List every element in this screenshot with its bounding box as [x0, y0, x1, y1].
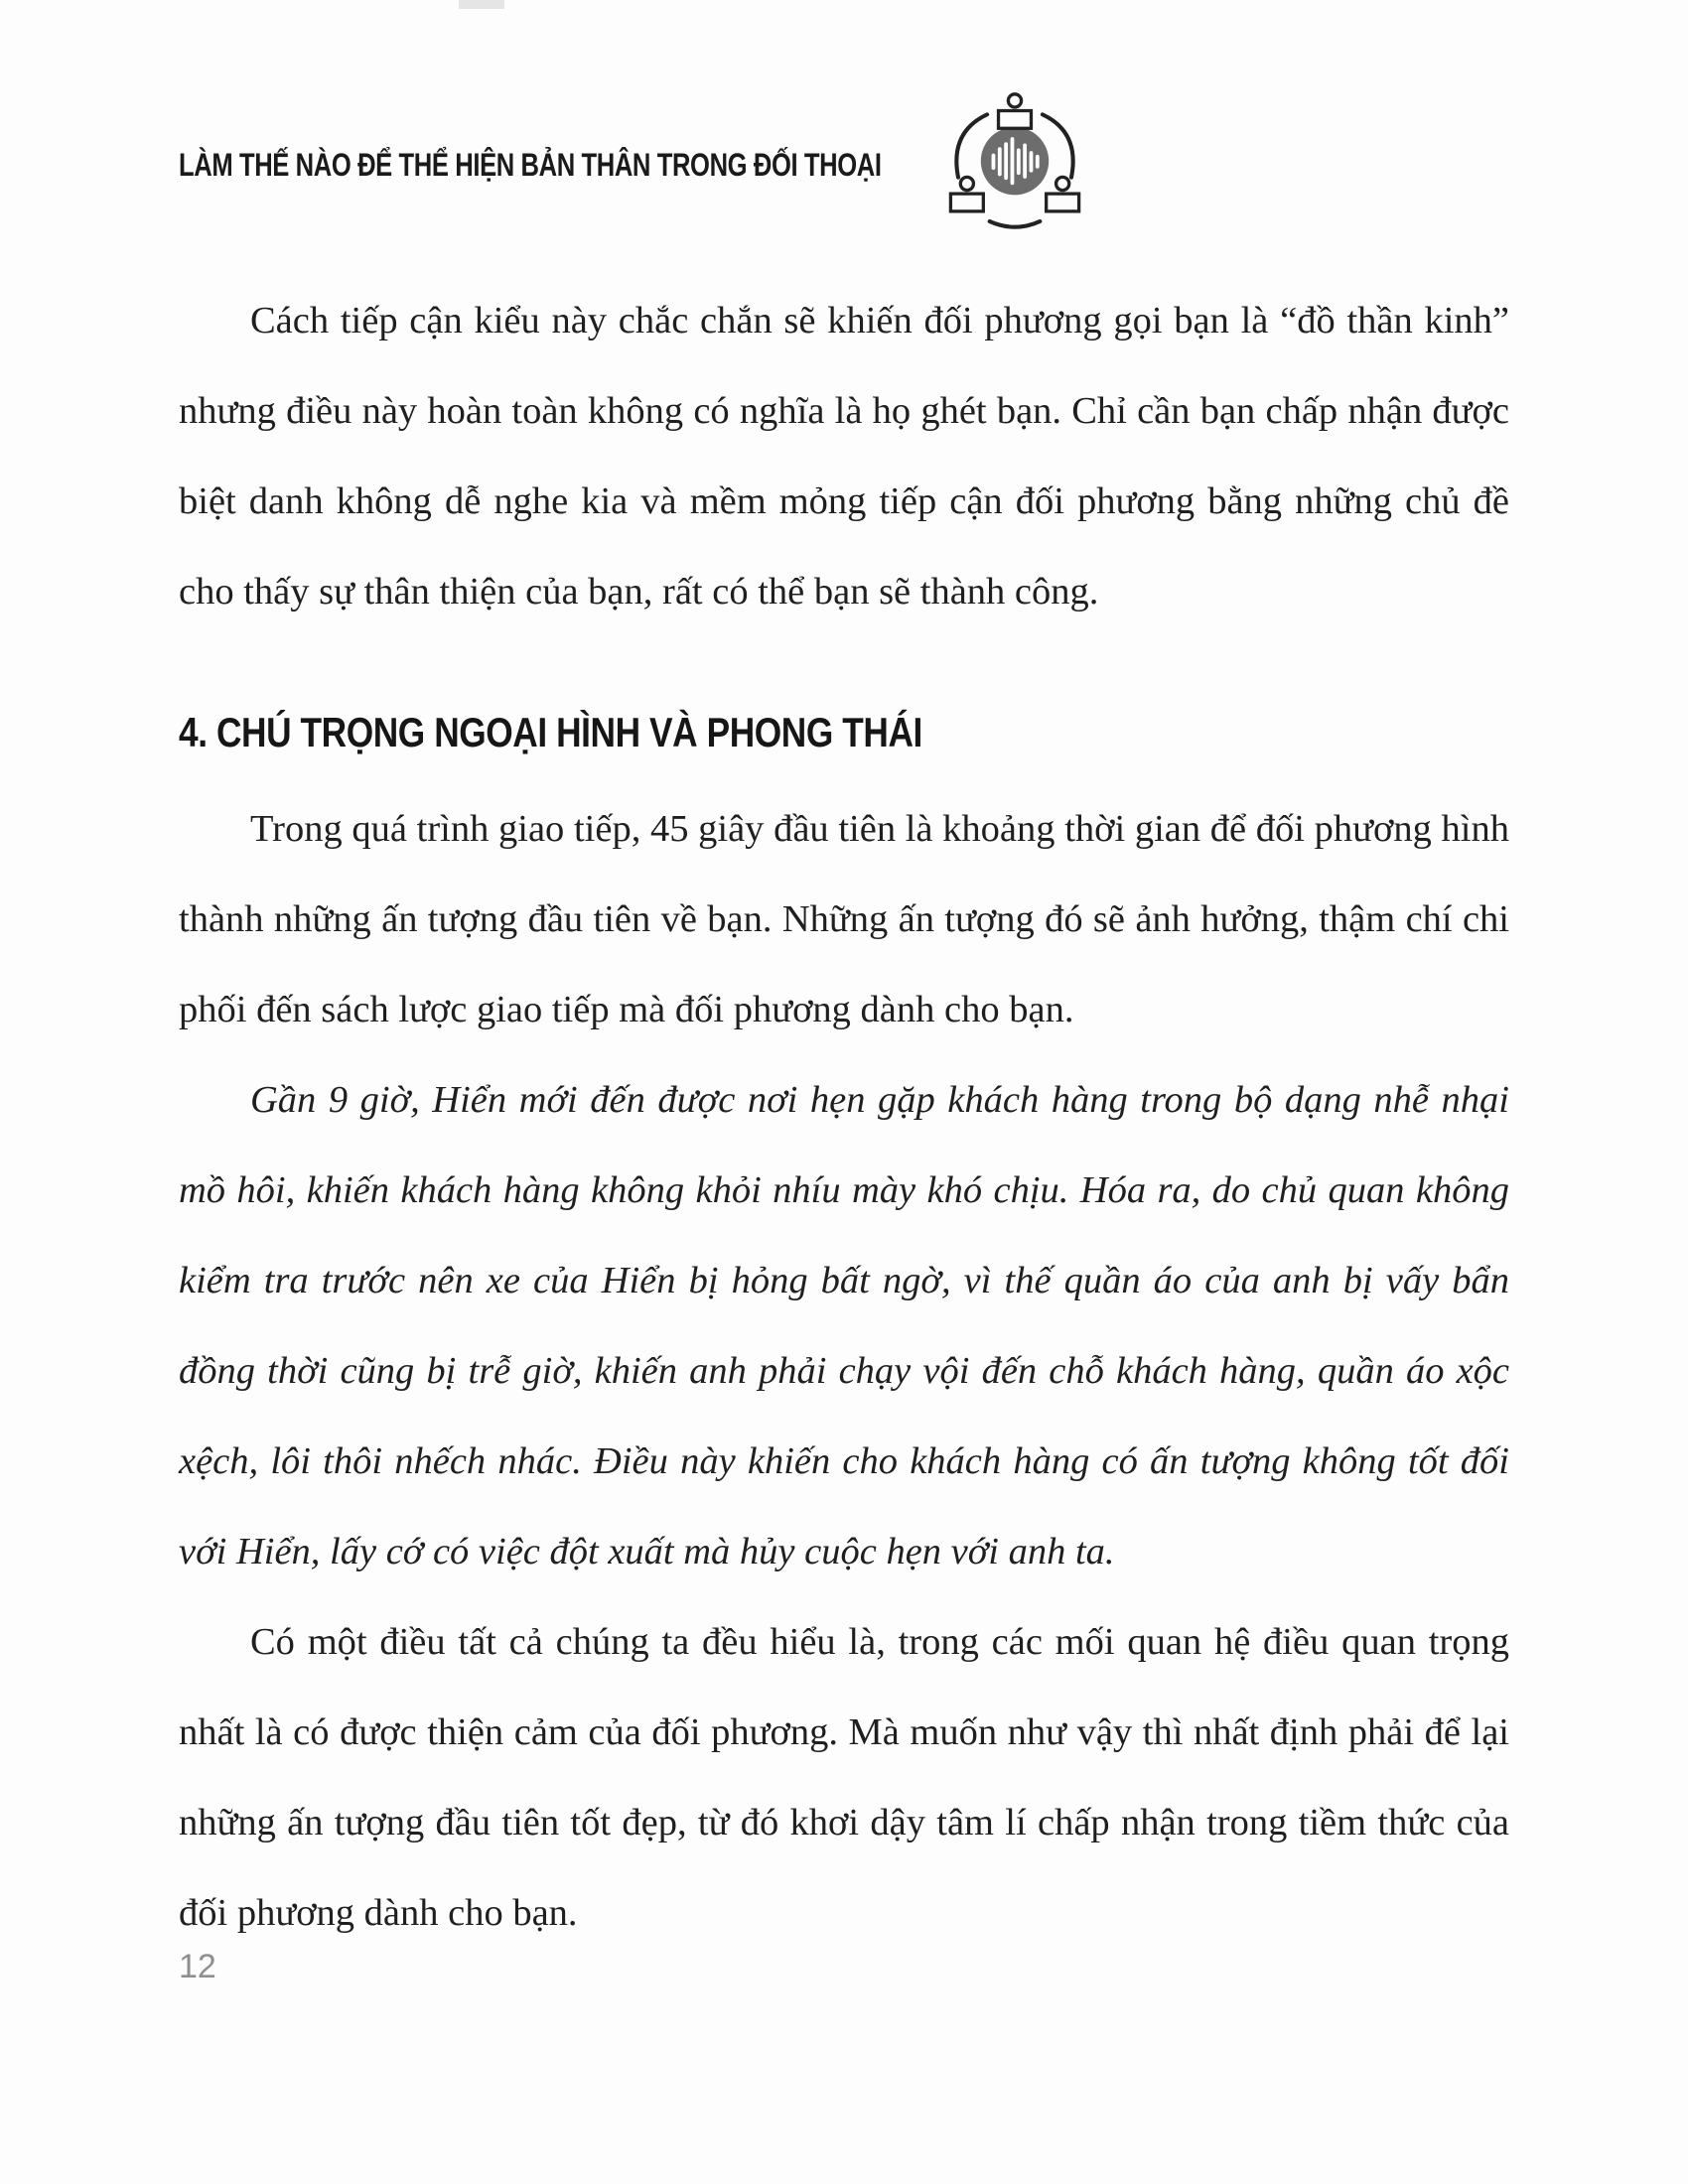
running-header [179, 87, 1509, 242]
section-heading: 4. CHÚ TRỌNG NGOẠI HÌNH VÀ PHONG THÁI [179, 709, 922, 755]
first-impression-paragraph: Trong quá trình giao tiếp, 45 giây đầu tiên là khoảng thời gian để đối phương hình thành những ấn tượng đầu tiên về bạn. Những ấn tượng đó sẽ ảnh hưởng, thậm chí chi phối đến sách lược giao tiếp mà đối phương dành cho bạn. [179, 808, 1509, 1030]
intro-paragraph: Cách tiếp cận kiểu này chắc chắn sẽ khiến đối phương gọi bạn là “đồ thần kinh” nhưng điều này hoàn toàn không có nghĩa là họ ghét bạn. Chỉ cần bạn chấp nhận được biệt danh không dễ nghe kia và mềm mỏng tiếp cận đối phương bằng những chủ đề cho thấy sự thân thiện của bạn, rất có thể bạn sẽ thành công. [179, 300, 1509, 613]
page-body [179, 276, 1509, 1959]
scan-artifact [459, 0, 504, 9]
running-header-title: LÀM THẾ NÀO ĐỂ THỂ HIỆN BẢN THÂN TRONG ĐỐI THOẠI [179, 146, 882, 183]
closing-paragraph: Có một điều tất cả chúng ta đều hiểu là, trong các mối quan hệ điều quan trọng nhất là có được thiện cảm của đối phương. Mà muốn như vậy thì nhất định phải để lại những ấn tượng đầu tiên tốt đẹp, từ đó khơi dậy tâm lí chấp nhận trong tiềm thức của đối phương dành cho bạn. [179, 1621, 1509, 1934]
page-number: 12 [179, 1948, 216, 1985]
conversation-waveform-people-icon [939, 89, 1090, 240]
anecdote-paragraph: Gần 9 giờ, Hiển mới đến được nơi hẹn gặp khách hàng trong bộ dạng nhễ nhại mồ hôi, khiến khách hàng không khỏi nhíu mày khó chịu. Hóa ra, do chủ quan không kiểm tra trước nên xe của Hiển bị hỏng bất ngờ, vì thế quần áo của anh bị vấy bẩn đồng thời cũng bị trễ giờ, khiến anh phải chạy vội đến chỗ khách hàng, quần áo xộc xệch, lôi thôi nhếch nhác. Điều này khiến cho khách hàng có ấn tượng không tốt đối với Hiển, lấy cớ có việc đột xuất mà hủy cuộc hẹn với anh ta. [179, 1079, 1509, 1572]
